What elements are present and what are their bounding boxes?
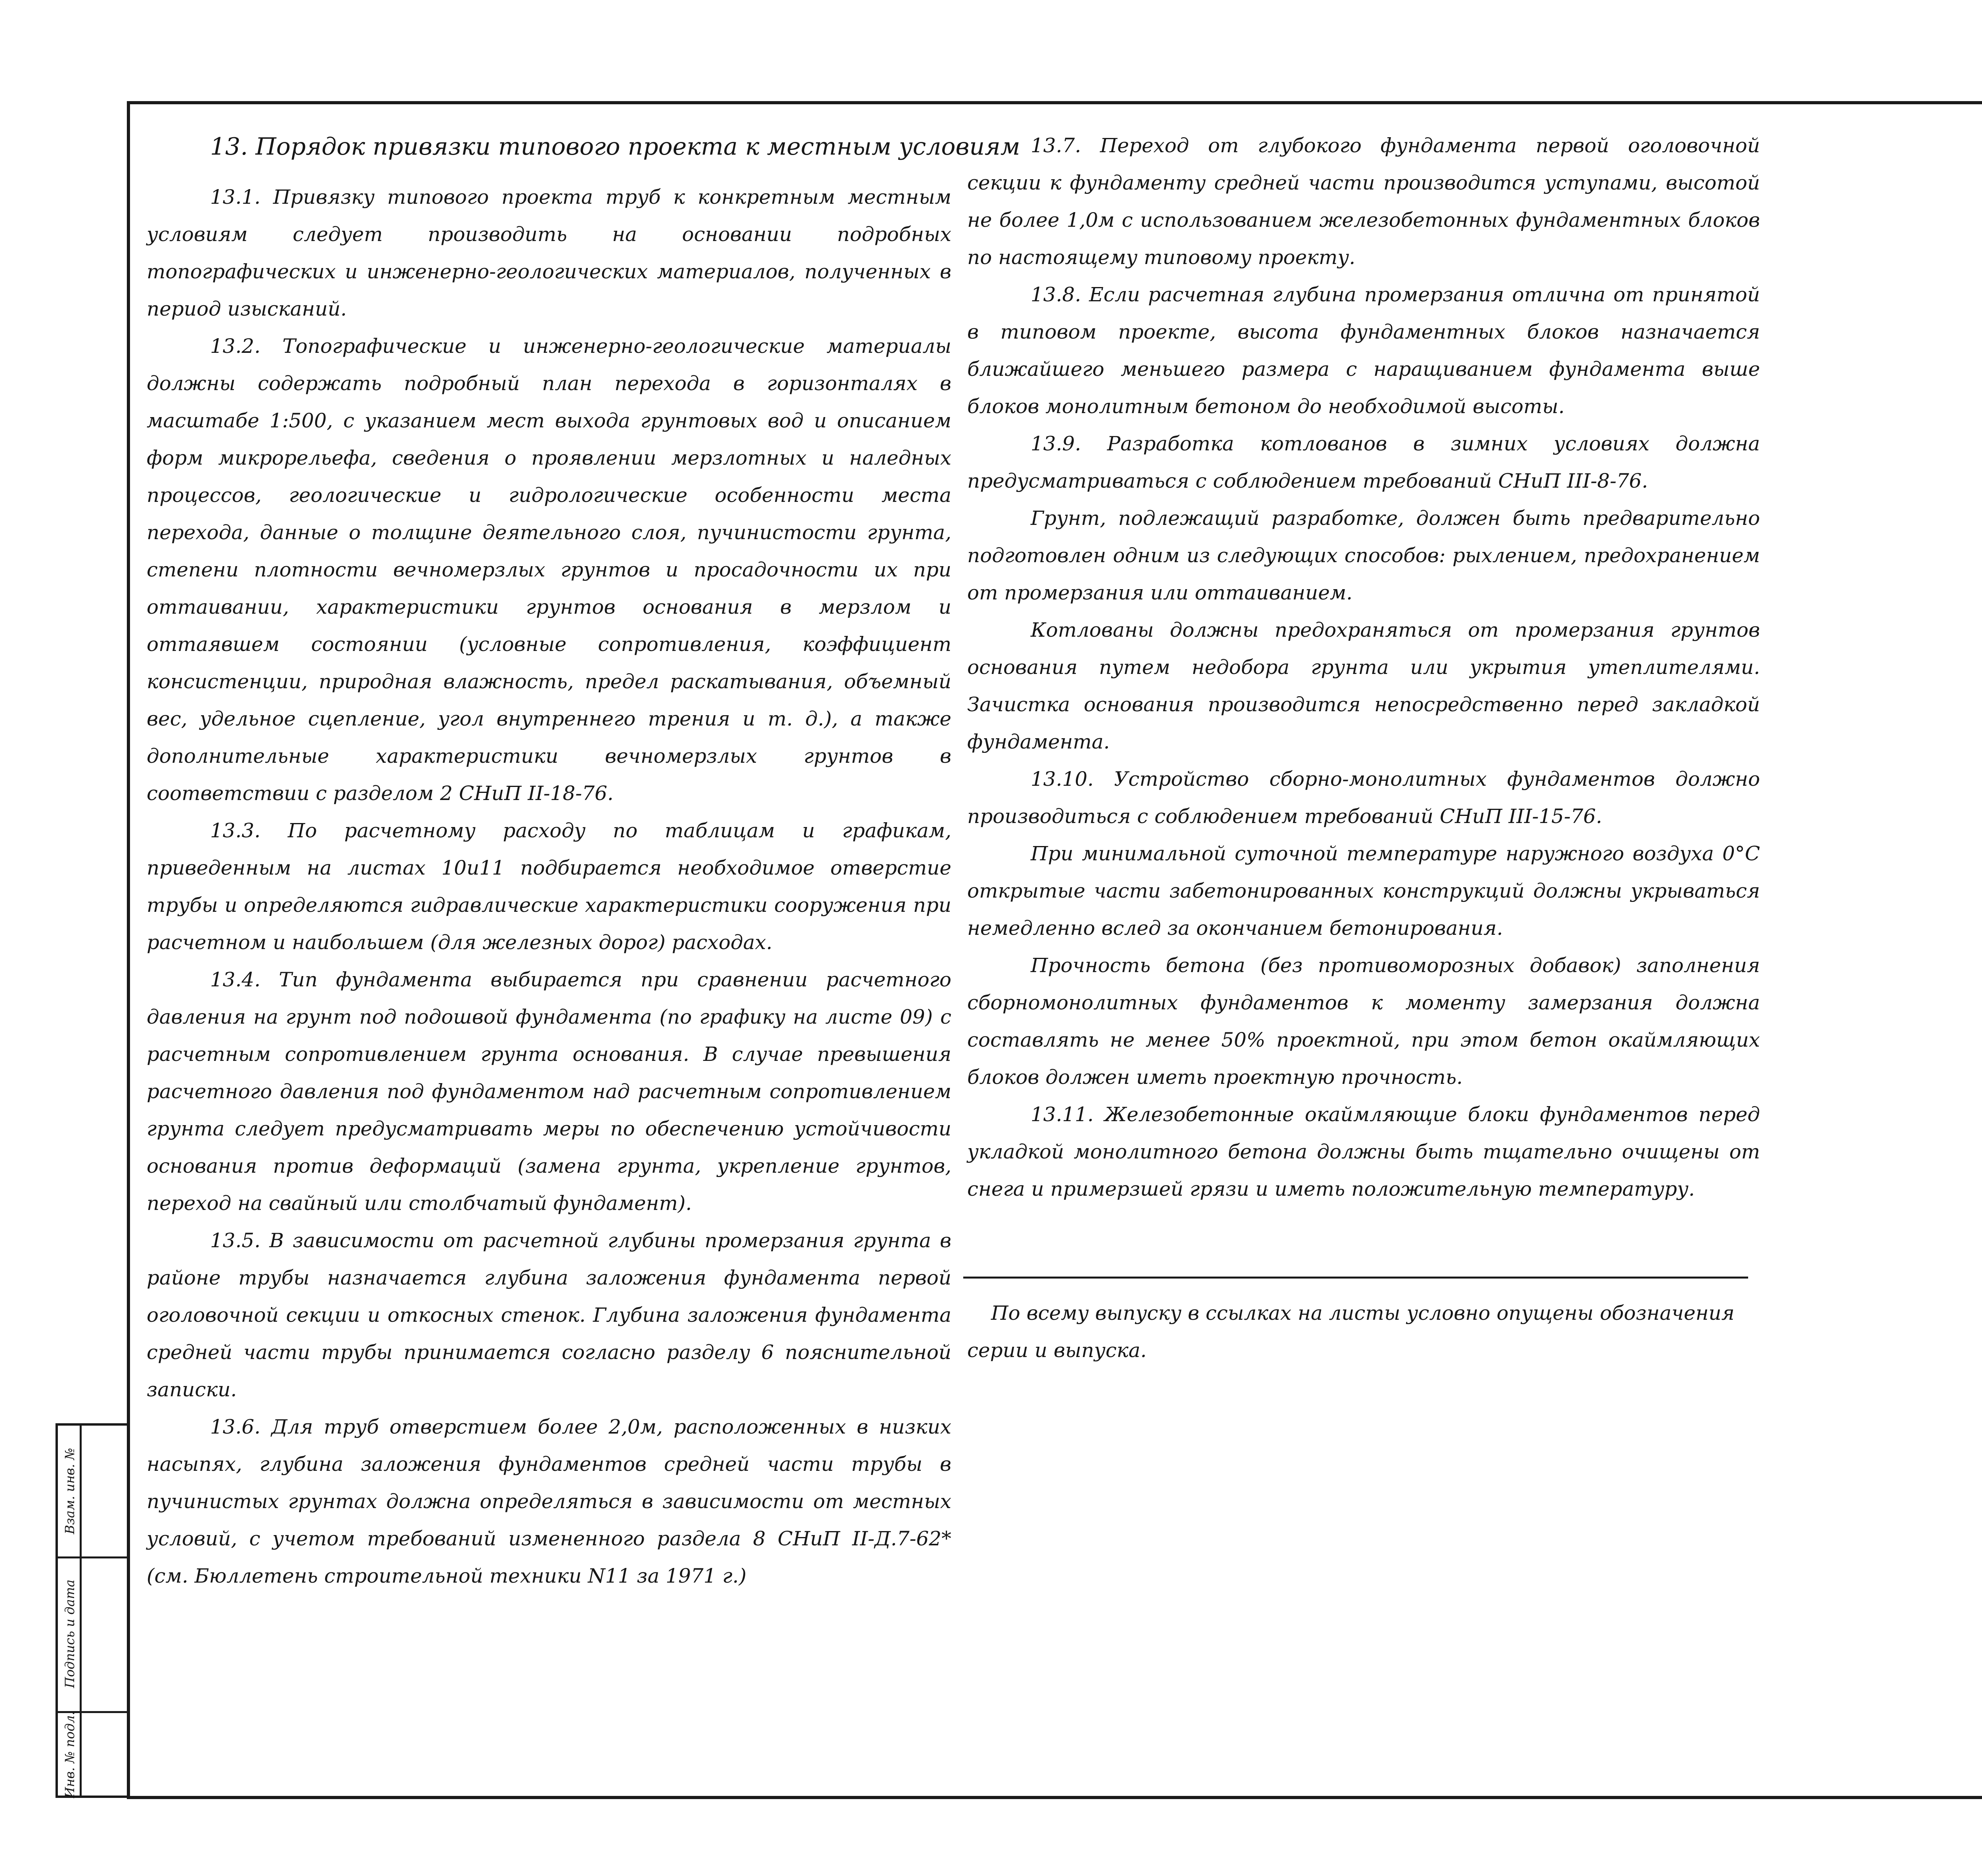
paragraph-13-2: 13.2. Топографические и инженерно-геологические материалы должны содержать подробный план перехода в горизонталях в масштабе 1:500, с указанием мест выхода грунтовых вод и описанием форм микрорельефа, сведения о проявлении мерзлотных и наледных процессов, геологические и гидрологические особенности места перехода, данные о толщине деятельного слоя, пучинистости грунта, степени плотности вечномерзлых грунтов и просадочности их при оттаивании, характеристики грунтов основания в мерзлом и оттаявшем состоянии (условные сопротивления, коэффициент консистенции, природная влажность, предел раскатывания, объемный вес, удельное сцепление, угол внутреннего трения и т. д.), а также дополнительные характеристики вечномерзлых грунтов в соответствии с разделом 2 СНиП II-18-76. <box>147 335 951 805</box>
paragraph-13-9: 13.9. Разработка котлованов в зимних условиях должна предусматриваться с соблюдением требований СНиП III-8-76. <box>967 432 1760 492</box>
margin-cell-inventory <box>58 1711 82 1798</box>
frame-top-border <box>127 101 1982 104</box>
margin-label-signature: Подпись и дата <box>62 1579 77 1688</box>
margin-label-replacement: Взам. инв. № <box>62 1448 77 1534</box>
paragraph-min-temperature: При минимальной суточной температуре наружного воздуха 0°С открытые части забетонированных конструкций должны укрываться немедленно вслед за окончанием бетонирования. <box>967 842 1760 940</box>
frame-left-border <box>127 101 130 1798</box>
paragraph-13-3: 13.3. По расчетному расходу по таблицам и графикам, приведенным на листах 10и11 подбирается необходимое отверстие трубы и определяются гидравлические характеристики сооружения при расчетном и наибольшем (для железных дорог) расходах. <box>147 819 951 954</box>
frame-bottom-border <box>127 1796 1982 1799</box>
paragraph-13-7: 13.7. Переход от глубокого фундамента первой оголовочной секции к фундаменту средней части производится уступами, высотой не более 1,0м с использованием железобетонных фундаментных блоков по настоящему типовому проекту. <box>967 134 1760 269</box>
paragraph-13-4: 13.4. Тип фундамента выбирается при сравнении расчетного давления на грунт под подошвой фундамента (по графику на листе 09) с расчетным сопротивлением грунта основания. В случае превышения расчетного давления под фундаментом над расчетным сопротивлением грунта следует предусматривать меры по обеспечению устойчивости основания против деформаций (замена грунта, укрепление грунтов, переход на свайный или столбчатый фундамент). <box>147 968 951 1215</box>
paragraph-13-11: 13.11. Железобетонные окаймляющие блоки фундаментов перед укладкой монолитного бетона должны быть тщательно очищены от снега и примерзшей грязи и иметь положительную температуру. <box>967 1103 1760 1200</box>
paragraph-pit-protection: Котлованы должны предохраняться от промерзания грунтов основания путем недобора грунта или укрытия утеплителями. Зачистка основания производится непосредственно перед закладкой фундамента. <box>967 618 1760 753</box>
margin-stamp-strip <box>55 1423 127 1798</box>
text-column-left <box>147 127 1020 1595</box>
text-column-right <box>967 127 1760 1208</box>
margin-cell-signature <box>58 1556 82 1711</box>
paragraph-13-5: 13.5. В зависимости от расчетной глубины промерзания грунта в районе трубы назначается глубина заложения фундамента первой оголовочной секции и откосных стенок. Глубина заложения фундамента средней части трубы принимается согласно разделу 6 пояснительной записки. <box>147 1229 951 1401</box>
paragraph-soil-preparation: Грунт, подлежащий разработке, должен быть предварительно подготовлен одним из следующих способов: рыхлением, предохранением от промерзания или оттаиванием. <box>967 507 1760 604</box>
margin-cell-replacement <box>58 1426 82 1556</box>
margin-label-inventory: Инв. № подл. <box>62 1711 77 1798</box>
note-separator <box>963 1277 1748 1279</box>
paragraph-13-1: 13.1. Привязку типового проекта труб к конкретным местным условиям следует производить на основании подробных топографических и инженерно-геологических материалов, полученных в период изысканий. <box>147 186 951 320</box>
paragraph-13-10: 13.10. Устройство сборно-монолитных фундаментов должно производиться с соблюдением требований СНиП III-15-76. <box>967 768 1760 828</box>
release-note: По всему выпуску в ссылках на листы условно опущены обозначения серии и выпуска. <box>967 1302 1735 1362</box>
section-heading: 13. Порядок привязки типового проекта к местным условиям <box>210 133 1020 161</box>
paragraph-13-8: 13.8. Если расчетная глубина промерзания отлична от принятой в типовом проекте, высота фундаментных блоков назначается ближайшего меньшего размера с наращиванием фундамента выше блоков монолитным бетоном до необходимой высоты. <box>967 283 1760 418</box>
paragraph-13-6: 13.6. Для труб отверстием более 2,0м, расположенных в низких насыпях, глубина заложения фундаментов средней части трубы в пучинистых грунтах должна определяться в зависимости от местных условий, с учетом требований измененного раздела 8 СНиП II-Д.7-62* (см. Бюллетень строительной техники N11 за 1971 г.) <box>147 1415 951 1587</box>
paragraph-concrete-strength: Прочность бетона (без противоморозных добавок) заполнения сборномонолитных фундаментов к моменту замерзания должна составлять не менее 50% проектной, при этом бетон окаймляющих блоков должен иметь проектную прочность. <box>967 954 1760 1089</box>
